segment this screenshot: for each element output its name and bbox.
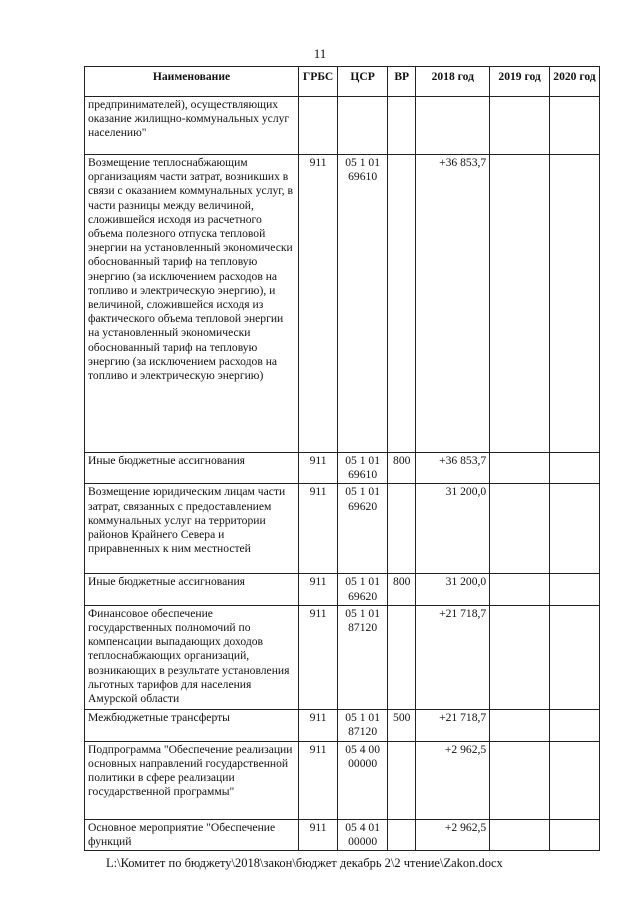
row-grbs: 911: [299, 453, 338, 484]
row-2018: +2 962,5: [416, 741, 490, 819]
row-2019: [490, 155, 550, 453]
row-2019: [490, 741, 550, 819]
row-name: Иные бюджетные ассигнования: [85, 453, 299, 484]
row-2018: 31 200,0: [416, 574, 490, 605]
row-vr: [388, 605, 416, 709]
row-2020: [549, 605, 599, 709]
row-csr: 05 4 00 00000: [338, 741, 388, 819]
row-name: Межбюджетные трансферты: [85, 709, 299, 741]
row-2019: [490, 484, 550, 574]
row-2020: [549, 484, 599, 574]
table-row: [85, 484, 600, 574]
row-2020: [549, 97, 599, 155]
row-csr: 05 1 01 87120: [338, 605, 388, 709]
row-2018: +21 718,7: [416, 709, 490, 741]
row-vr: [388, 97, 416, 155]
row-grbs: 911: [299, 155, 338, 453]
table-row: [85, 709, 600, 741]
table-row: [85, 97, 600, 155]
row-grbs: 911: [299, 574, 338, 605]
row-name: Возмещение теплоснабжающим организациям части затрат, возникших в связи с оказанием коммунальных услуг, в части разницы между величиной, сложившейся исходя из расчетного объема полезного отпуска тепловой энергии на установленный экономически обоснованный тариф на тепловую энергию (за исключением расходов на топливо и электрическую энергию), и величиной, сложившейся исходя из фактического объема тепловой энергии на установленный экономически обоснованный тариф на тепловую энергию (за исключением расходов на топливо и электрическую энергию): [85, 155, 299, 453]
row-csr: 05 1 01 69610: [338, 453, 388, 484]
row-vr: 800: [388, 574, 416, 605]
row-2019: [490, 709, 550, 741]
row-name: Основное мероприятие "Обеспечение функций: [85, 819, 299, 850]
row-name: Подпрограмма "Обеспечение реализации основных направлений государственной политики в сфере реализации государственной программы": [85, 741, 299, 819]
row-name: Иные бюджетные ассигнования: [85, 574, 299, 605]
row-csr: 05 4 01 00000: [338, 819, 388, 850]
row-2019: [490, 574, 550, 605]
row-csr: 05 1 01 69610: [338, 155, 388, 453]
row-2020: [549, 709, 599, 741]
table-row: [85, 741, 600, 819]
row-grbs: 911: [299, 819, 338, 850]
row-csr: 05 1 01 69620: [338, 484, 388, 574]
budget-table: [84, 66, 600, 851]
row-csr: 05 1 01 87120: [338, 709, 388, 741]
row-2018: +36 853,7: [416, 453, 490, 484]
row-2018: [416, 97, 490, 155]
row-grbs: 911: [299, 709, 338, 741]
header-2020: 2020 год: [549, 67, 599, 97]
row-2019: [490, 453, 550, 484]
row-2019: [490, 605, 550, 709]
table-row: [85, 574, 600, 605]
row-vr: 800: [388, 453, 416, 484]
row-2018: +2 962,5: [416, 819, 490, 850]
row-vr: [388, 741, 416, 819]
row-2018: +21 718,7: [416, 605, 490, 709]
header-vr: ВР: [388, 67, 416, 97]
table-row: [85, 155, 600, 453]
header-csr: ЦСР: [338, 67, 388, 97]
row-grbs: 911: [299, 741, 338, 819]
row-vr: 500: [388, 709, 416, 741]
row-2020: [549, 741, 599, 819]
row-name: Финансовое обеспечение государственных полномочий по компенсации выпадающих доходов теплоснабжающих организаций, возникающих в результате установления льготных тарифов для населения Амурской области: [85, 605, 299, 709]
row-vr: [388, 155, 416, 453]
row-2020: [549, 155, 599, 453]
row-2020: [549, 819, 599, 850]
row-2020: [549, 453, 599, 484]
header-grbs: ГРБС: [299, 67, 338, 97]
header-2019: 2019 год: [490, 67, 550, 97]
row-name: Возмещение юридическим лицам части затрат, связанных с предоставлением коммунальных услуг на территории районов Крайнего Севера и приравненных к ним местностей: [85, 484, 299, 574]
row-2020: [549, 574, 599, 605]
row-vr: [388, 819, 416, 850]
row-2019: [490, 97, 550, 155]
page-number: 11: [313, 46, 327, 61]
table-row: [85, 605, 600, 709]
footer-file-path: L:\Комитет по бюджету\2018\закон\бюджет декабрь 2\2 чтение\Zakon.docx: [106, 856, 503, 870]
row-vr: [388, 484, 416, 574]
header-name: Наименование: [85, 67, 299, 97]
table-row: [85, 453, 600, 484]
row-grbs: 911: [299, 605, 338, 709]
row-grbs: [299, 97, 338, 155]
row-2018: 31 200,0: [416, 484, 490, 574]
row-2019: [490, 819, 550, 850]
table-header-row: [85, 67, 600, 97]
table-row: [85, 819, 600, 850]
row-csr: 05 1 01 69620: [338, 574, 388, 605]
row-2018: +36 853,7: [416, 155, 490, 453]
header-2018: 2018 год: [416, 67, 490, 97]
row-name: предпринимателей), осуществляющих оказание жилищно-коммунальных услуг населению": [85, 97, 299, 155]
row-csr: [338, 97, 388, 155]
row-grbs: 911: [299, 484, 338, 574]
